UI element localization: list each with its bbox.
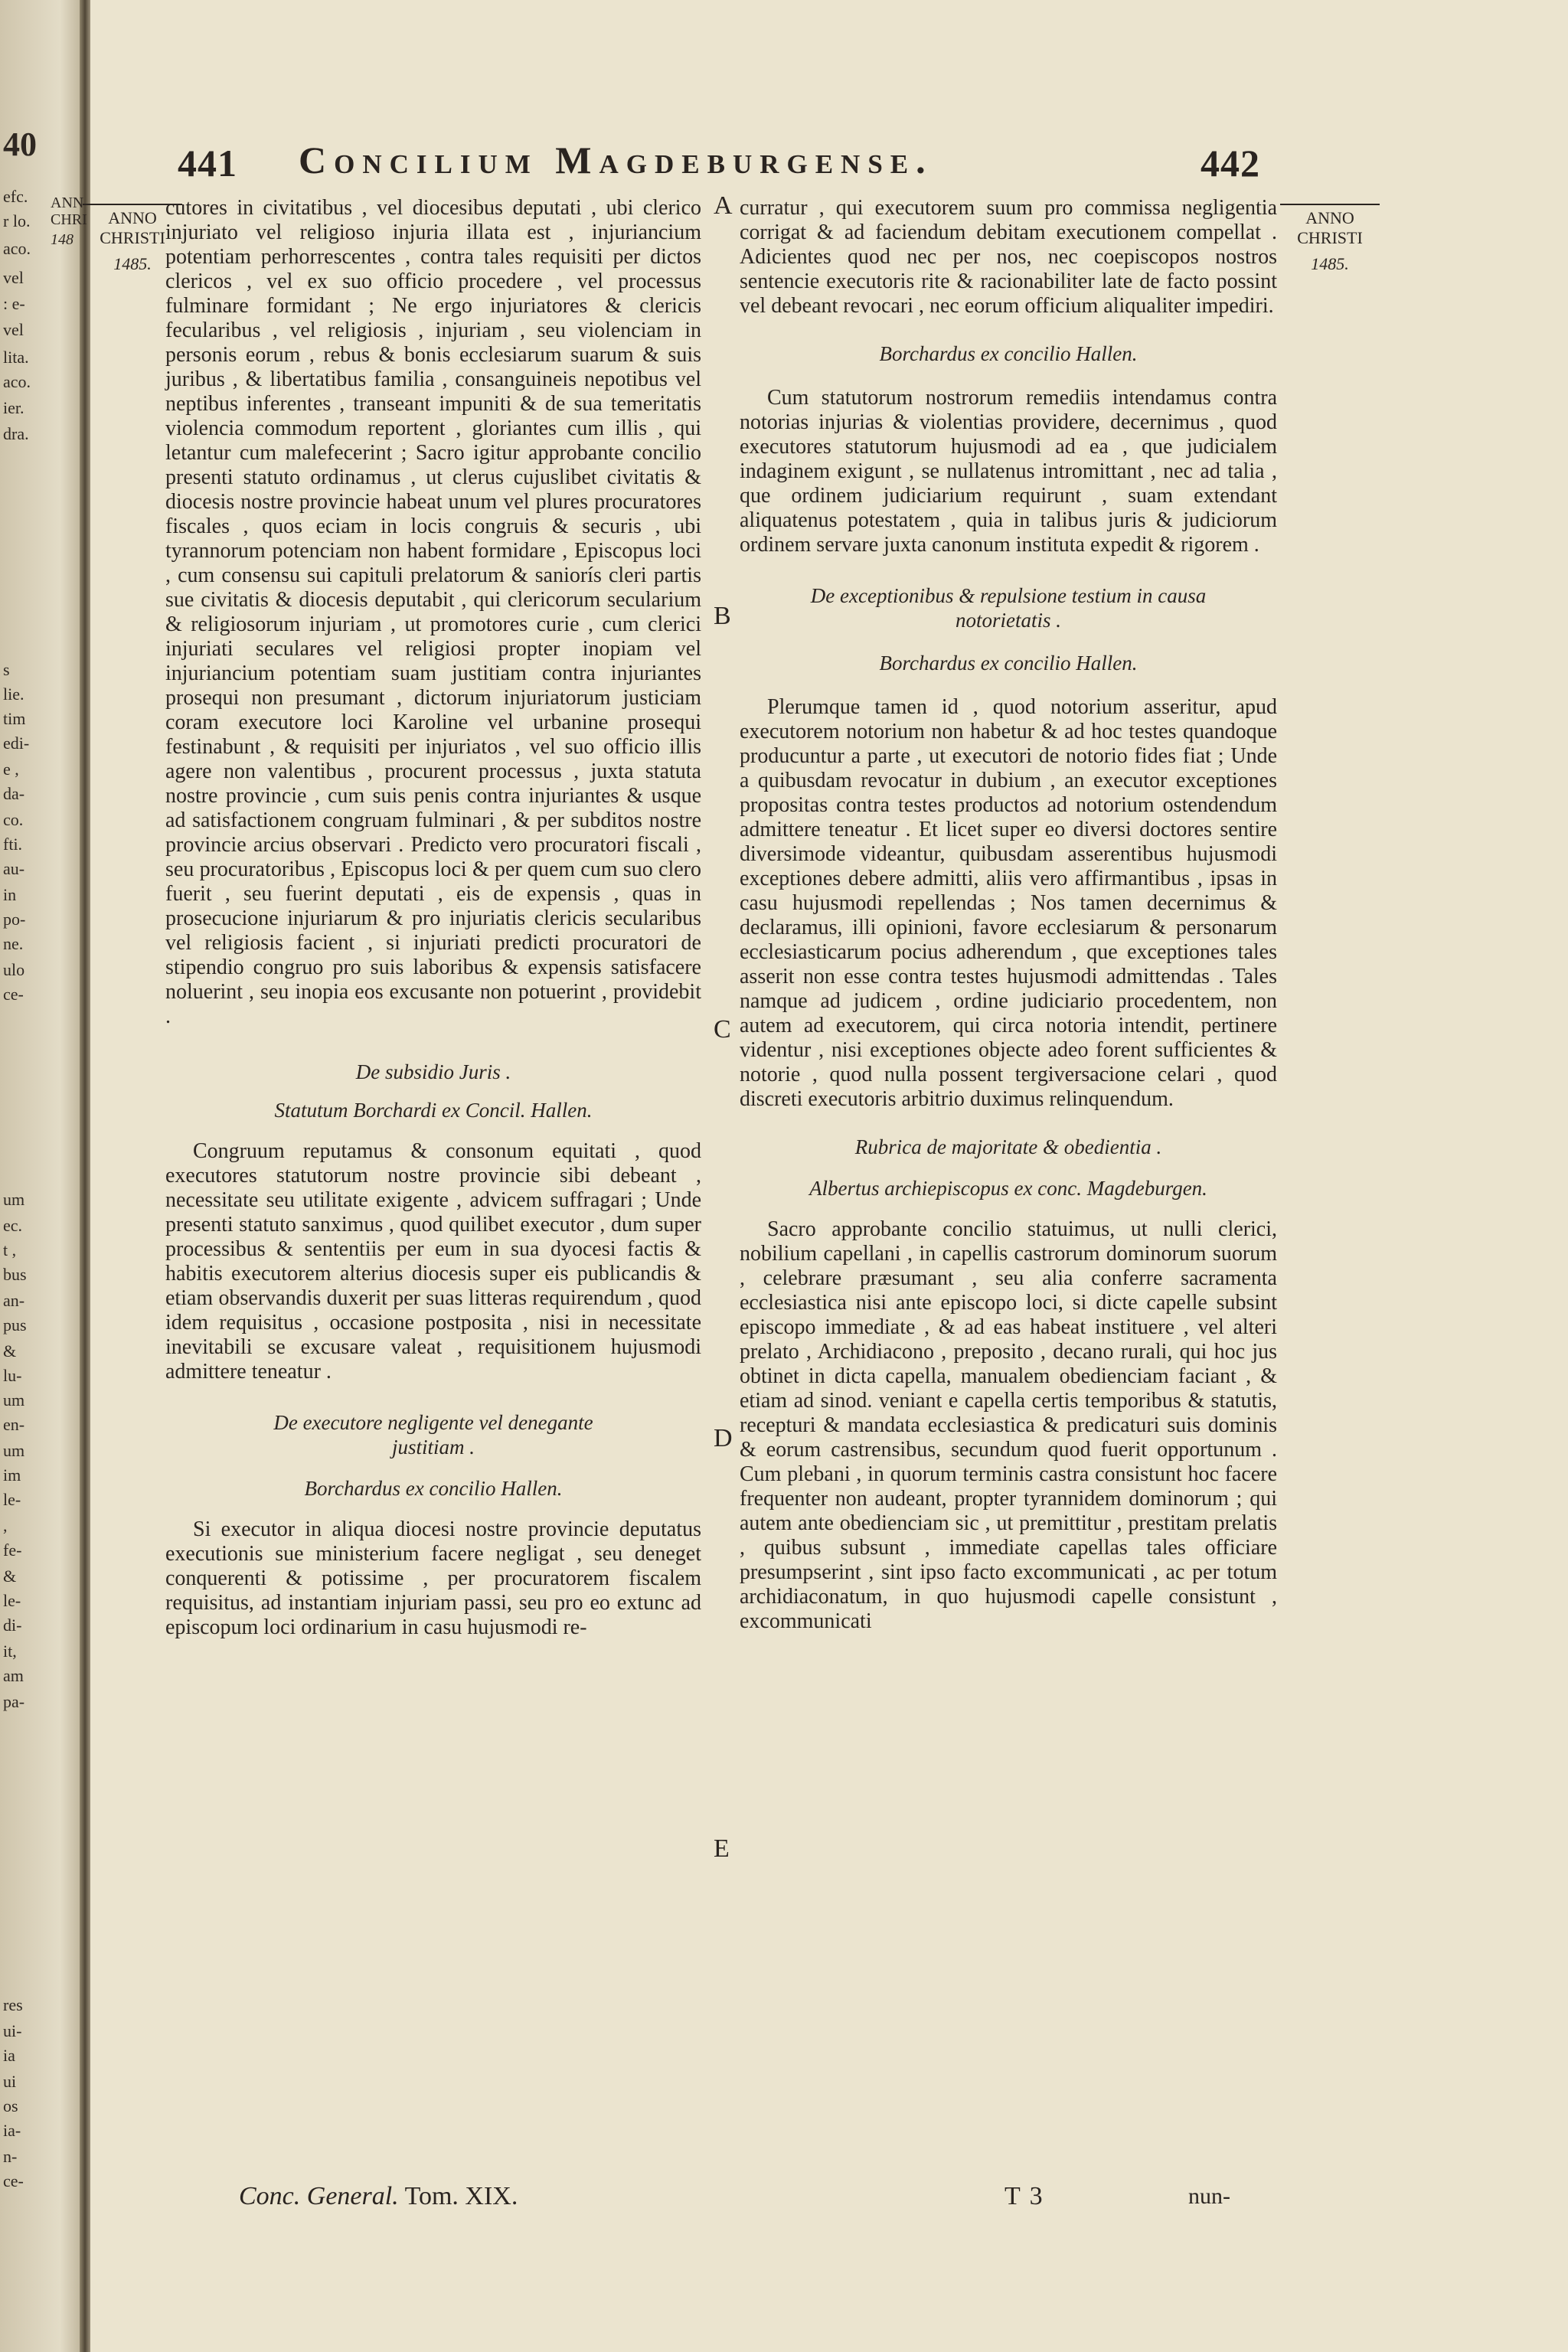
previous-page-fragment: am [3, 1666, 24, 1685]
previous-page-fragment: ulo [3, 960, 25, 979]
previous-page-fragment: aco. [3, 239, 31, 258]
left-page-number: 441 [178, 142, 237, 185]
previous-page-fragment: ui- [3, 2021, 22, 2040]
footer-volume [239, 2182, 518, 2211]
previous-page-fragment: efc. [3, 187, 28, 206]
anno-right-line2: CHRISTI [1297, 228, 1363, 247]
previous-page-fragment: ier. [3, 398, 24, 417]
heading-borchardus-hallen-left: Borchardus ex concilio Hallen. [304, 1477, 563, 1500]
previous-page-fragment: pa- [3, 1692, 25, 1711]
previous-page-anno [51, 194, 87, 248]
previous-page-fragment: it, [3, 1642, 17, 1661]
previous-page-fragment: vel [3, 268, 24, 287]
previous-anno-year: 148 [51, 231, 74, 248]
book-gutter [80, 0, 90, 2352]
previous-page-fragment: bus [3, 1265, 27, 1284]
heading-borchardus-hallen-1: Borchardus ex concilio Hallen. [879, 342, 1138, 365]
previous-page-fragment: tim [3, 709, 26, 728]
previous-page-fragment: , [3, 1516, 8, 1535]
anno-christi-right [1280, 204, 1380, 274]
right-paragraph-1: curratur , qui executorem suum pro commissa negligentia corrigat & ad faciendum debitam executionem compellat . Adicientes quod nec per nos, nec coepiscopos nostros sentencie executoris rite & racionabiliter late de facto possint vel debeant revocari , nec eorum officium aliqualiter impediri. [740, 196, 1277, 318]
page-header [0, 126, 1568, 191]
previous-page-fragment: ec. [3, 1216, 23, 1235]
signature-mark: T 3 [1004, 2182, 1044, 2210]
previous-page-fragment: um [3, 1190, 25, 1209]
heading-albertus-archiepiscopus: Albertus archiepiscopus ex conc. Magdeburgen. [809, 1177, 1207, 1200]
previous-page-fragment: dra. [3, 424, 29, 443]
previous-page-edge [0, 0, 86, 2352]
anno-right-year: 1485. [1311, 254, 1349, 273]
section-marker-d: D [714, 1424, 733, 1452]
previous-page-fragment: os [3, 2096, 18, 2115]
previous-page-fragment: im [3, 1465, 21, 1485]
footer-volume-number: Tom. XIX. [404, 2182, 518, 2210]
previous-page-fragment: lu- [3, 1366, 22, 1385]
anno-left-line1: ANNO [108, 208, 157, 227]
previous-page-fragment: en- [3, 1415, 25, 1434]
previous-page-fragment: n- [3, 2147, 18, 2166]
previous-page-fragment: au- [3, 859, 25, 878]
previous-page-fragment: da- [3, 784, 25, 803]
previous-page-fragment: ne. [3, 934, 24, 953]
previous-page-fragment: ia- [3, 2121, 21, 2140]
previous-page-fragment: ce- [3, 2171, 24, 2190]
section-marker-e: E [714, 1834, 730, 1863]
previous-page-fragment: t , [3, 1240, 17, 1259]
previous-page-fragment: r lo. [3, 211, 31, 230]
right-paragraph-2: Cum statutorum nostrorum remediis intendamus contra notorias injurias & violentias providere, decernimus , quod executores statutorum hujusmodi ad ea , que judicialem indaginem exigunt , se nullatenus intromittant , nec ad talia , que ordinem judiciarium requirunt , suam extendant aliquatenus potestatem , quia in talibus juris & judiciorum ordinem servare juxta canonum instituta expedit & rigorem . [740, 386, 1277, 557]
right-paragraph-3: Plerumque tamen id , quod notorium asseritur, apud executorem notorium non habetur & ad hoc testes quandoque producuntur a parte , ut executori de notorio fides fiat ; Unde a quibusdam revocatur in dubium , an executor exceptiones propositas contra testes productos ad notorium ostendendum admittere teneatur . Et licet super eo diversi doctores sentire diversimode videantur, quibusdam asserentibus hujusmodi exceptiones debere admitti, aliis vero affirmantibus , ipsas in casu hujusmodi repellendas ; Nos tamen decernimus & declaramus, illi opinioni, favore ecclesiarum & personarum ecclesiasticarum pocius adherendum , que exceptiones tales asserit non esse contra testes hujusmodi admittendas . Tales namque ad judicem , ordine judiciario procedentem, non autem ad executorem, qui circa notoria intendit, pertinere videntur , nisi exceptiones objecte adeo forent sufficientes & notorie , quod nulla possent tergiversacione celari , quod discreti executoris arbitrio duximus relinquendum. [740, 695, 1277, 1111]
left-paragraph-1: cutores in civitatibus , vel diocesibus deputati , ubi clerico injuriato vel religioso injuria illata est , injuriancium potentiam perhorrescentes , contra tales requisiti per dictos clericos , vel ex suo officio procedere , vel processus fulminare formidant ; Ne ergo injuriatores & clericis fecularibus , vel religiosis , injuriam , seu violenciam in personis eorum , rebus & bonis ecclesiarum suarum & suis juribus , & libertatibus familia , consanguineis nepotibus vel neptibus inferentes , transeant impuniti & de sua temeritatis violencia commodum reportent , gloriantes cum illis , qui letantur cum malefecerint ; Sacro igitur approbante concilio presenti statuto ordinamus , ut clerus cujuslibet civitatis & diocesis nostre provincie habeat unum vel plures procuratores fiscales , quos eciam in locis congruis & securis , ubi tyrannorum potenciam non habent formidare , Episcopus loci , cum consensu sui capituli prelatorum & saniorís cleri partis sue civitatis & diocesis deputabit , qui clericorum secularium & religiosorum injuriam , ut promotores curie , cum clerici injuriati seculares vel religiosi propter inopiam vel injuriancium potentiam suam justitiam contra injuriantes prosequi non presumant , dictorum injuriatorum justiciam coram executore loci Karoline vel urbanine prosequi festinabunt , & requisiti per injuriatos , vel suo officio illis agere non valentibus , procurent processus , juxta statuta nostre provincie , cum suis penis contra injuriantes & usque ad satisfactionem congruam fulminari , & per subditos nostre provincie arcius observari . Predicto vero procuratori fiscali , seu procuratoribus , Episcopus loci & per quem cum suo clero fuerit , seu fuerint deputati , eis de expensis , quas in prosecucione injuriarum & pro injuriatis clericis secularibus vel religiosis facient , si injuriati predicti procuratori de stipendio congruo pro suis laboribus & expensis satisfacere noluerint , seu inopia eos excusante non potuerint , providebit . [165, 196, 701, 1028]
previous-page-fragment: um [3, 1441, 25, 1460]
previous-page-fragment: pus [3, 1315, 27, 1334]
previous-page-fragment: um [3, 1390, 25, 1410]
left-paragraph-3: Si executor in aliqua diocesi nostre provincie deputatus executionis sue ministerium facere negligat , seu deneget conquerenti & potissime , per procuratorem fiscalem requisitus, ad instantiam injuriam passi, seu pro eo extunc ad episcopum loci ordinarium in casu hujusmodi re- [165, 1517, 701, 1639]
right-paragraph-4: Sacro approbante concilio statuimus, ut nulli clerici, nobilium capellani , in capellis castrorum dominorum suorum , celebrare præsumant , seu alia conferre sacramenta ecclesiastica nisi ante episcopo loci, si dicte capelle subsint episcopo immediate , & ad eas habeat instituere , vel alteri prelato , Archidiacono , preposito , decano rurali, qui hoc jus obtinet in dicta capella, manualem obedienciam faciant , & etiam ad sinod. veniant e capella certis temporibus & statutis, recepturi & mandata ecclesiastica & predicaturi suis dominis & eorum castrensibus, secundum quod fuerit opportunum . Cum plebani , in quorum terminis castra consistunt hoc facere frequenter non audeant, propter tyrannidem dominorum ; qui autem ante obedienciam sic , ut premittitur , prestitam prelatis , quibus subsunt , immediate capellas tales officiare presumpserint , sint ipso facto excommunicati , ac per totum archidiaconatum, in quo hujusmodi capelle consistunt , excommunicati [740, 1217, 1277, 1633]
anno-right-line1: ANNO [1305, 208, 1354, 227]
previous-page-fragment: lita. [3, 348, 29, 367]
previous-page-fragment: ia [3, 2046, 15, 2065]
previous-page-fragment: po- [3, 910, 26, 929]
previous-page-fragment: co. [3, 810, 24, 829]
previous-page-fragment: fti. [3, 835, 23, 854]
previous-page-fragment: le- [3, 1591, 21, 1610]
previous-page-fragment: & [3, 1341, 17, 1361]
anno-left-year: 1485. [113, 254, 152, 273]
right-column [740, 196, 1277, 1634]
previous-page-fragment: ce- [3, 985, 24, 1004]
heading-de-exceptionibus: De exceptionibus & repulsione testium in causa notorietatis . [810, 584, 1207, 632]
previous-page-fragment: le- [3, 1490, 21, 1509]
previous-page-fragment: s [3, 660, 10, 679]
previous-page-fragment: 40 [3, 126, 37, 163]
previous-page-fragment: vel [3, 320, 24, 339]
heading-de-subsidio-juris: De subsidio Juris . [355, 1060, 511, 1083]
previous-page-fragment: : e- [3, 294, 25, 313]
heading-rubrica-de-majoritate: Rubrica de majoritate & obedientia . [854, 1135, 1162, 1158]
heading-de-executore-negligente: De executore negligente vel denegante justitiam . [273, 1411, 593, 1459]
section-marker-b: B [714, 602, 731, 630]
previous-page-fragment: fe- [3, 1540, 22, 1560]
previous-page-fragment: e , [3, 760, 19, 779]
previous-page-fragment: in [3, 885, 17, 904]
heading-statutum-borchardi: Statutum Borchardi ex Concil. Hallen. [274, 1099, 593, 1122]
running-title: Concilium Magdeburgense. [299, 139, 933, 181]
previous-page-fragment: & [3, 1566, 17, 1586]
previous-page-fragment: an- [3, 1291, 25, 1310]
previous-anno-label2: CHRI [51, 211, 87, 228]
previous-anno-label: ANN [51, 194, 84, 211]
anno-left-line2: CHRISTI [100, 228, 165, 247]
catchword: nun- [1188, 2184, 1230, 2209]
section-marker-a: A [714, 191, 733, 220]
left-column [165, 196, 701, 1640]
section-marker-c: C [714, 1015, 731, 1044]
previous-page-fragment: edi- [3, 733, 30, 753]
right-page-number: 442 [1200, 142, 1260, 185]
previous-page-fragment: lie. [3, 684, 24, 704]
left-paragraph-2: Congruum reputamus & consonum equitati , quod executores statutorum nostre provincie sibi debeant , necessitate seu utilitate exigente , advicem suffragari ; Unde presenti statuto sanximus , quod quilibet executor , dum super processibus & sententiis per eum in sua dyocesi factis & habitis executorem alterius diocesis super eis publicandis & etiam observandis duxerit per suas litteras requirendum , quod idem requisitus , occasione postposita , nisi in necessitate inevitabili se excusare valeat , requisitionem hujusmodi admittere teneatur . [165, 1139, 701, 1383]
previous-page-fragment: di- [3, 1615, 22, 1635]
heading-borchardus-hallen-2: Borchardus ex concilio Hallen. [879, 652, 1138, 675]
previous-page-fragment: ui [3, 2072, 17, 2091]
previous-page-fragment: res [3, 1995, 23, 2014]
previous-page-fragment: aco. [3, 372, 31, 391]
footer-volume-title: Conc. General. [239, 2182, 399, 2210]
